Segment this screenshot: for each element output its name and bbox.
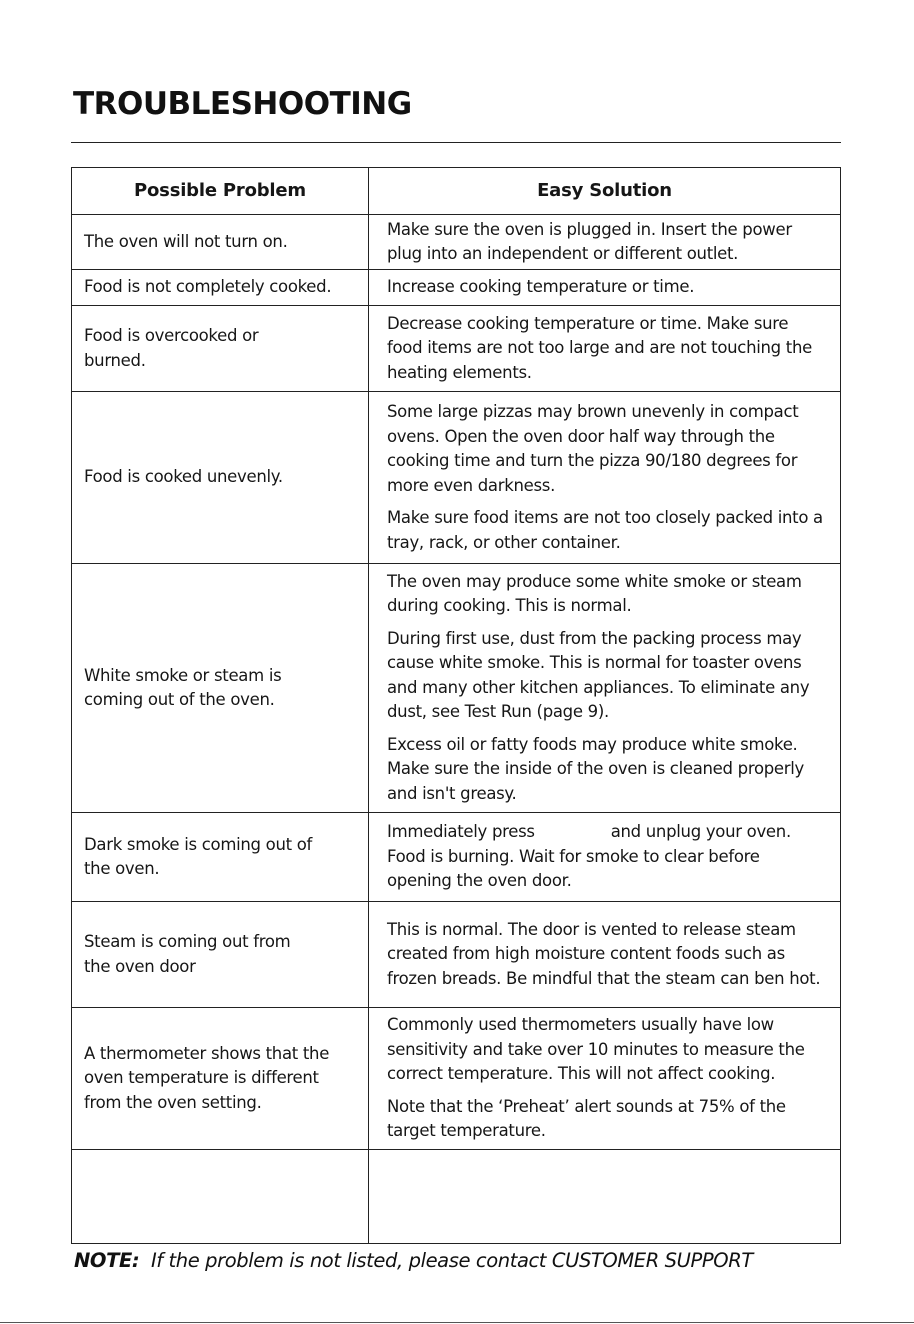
solution-text [387,820,828,894]
table-row [72,270,840,306]
title-divider [71,142,841,143]
header-easy-solution: Easy Solution [537,179,672,201]
solution-text: During first use, dust from the packing process may cause white smoke. This is normal for toaster ovens and many other kitchen appliances. To eliminate any dust, see Test Run (page 9). [387,628,810,722]
problem-cell: Food is cooked unevenly. [72,392,369,563]
table-header-row [72,168,840,215]
table-row [72,564,840,813]
header-possible-problem: Possible Problem [72,168,369,214]
solution-cell [369,813,840,901]
problem-cell: Food is not completely cooked. [72,270,369,305]
troubleshooting-table [71,167,841,1244]
solution-cell [369,902,840,1007]
solution-text-after-button: and unplug your oven. Food is burning. Wait for smoke to clear before opening the oven door. [387,822,791,891]
solution-cell [369,270,840,305]
solution-text: Commonly used thermometers usually have low sensitivity and take over 10 minutes to measure the correct temperature. This will not affect cooking. [387,1015,805,1084]
solution-text: Note that the ‘Preheat’ alert sounds at 75% of the target temperature. [387,1096,786,1141]
empty-table-row [72,1150,840,1243]
solution-text: This is normal. The door is vented to release steam created from high moisture content foods such as frozen breads. Be mindful that the steam can ben hot. [387,919,821,988]
solution-text: Excess oil or fatty foods may produce white smoke. Make sure the inside of the oven is cleaned properly and isn't greasy. [387,734,805,803]
table-row [72,215,840,270]
problem-cell: Food is overcooked or burned. [72,306,369,391]
solution-cell [369,1008,840,1149]
solution-text: Make sure the oven is plugged in. Insert the power plug into an independent or different outlet. [387,219,792,263]
solution-text: Make sure food items are not too closely packed into a tray, rack, or other container. [387,508,823,552]
solution-text: Some large pizzas may brown unevenly in compact ovens. Open the oven door half way through the cooking time and turn the pizza 90/180 degrees for more even darkness. [387,402,799,495]
table-row [72,1008,840,1150]
problem-cell: White smoke or steam is coming out of the oven. [72,564,369,812]
solution-cell [369,564,840,812]
page-title: TROUBLESHOOTING [73,86,412,122]
problem-cell: Dark smoke is coming out of the oven. [72,813,369,901]
solution-text: The oven may produce some white smoke or steam during cooking. This is normal. [387,571,802,616]
problem-cell: A thermometer shows that the oven temperature is different from the oven setting. [72,1008,369,1149]
solution-cell [369,392,840,563]
solution-text: Decrease cooking temperature or time. Make sure food items are not too large and are not touching the heating elements. [387,313,812,382]
empty-problem-cell [72,1150,369,1243]
support-note [74,1249,753,1272]
solution-cell [369,306,840,391]
solution-text: Increase cooking temperature or time. [387,277,695,297]
note-label: NOTE: [74,1249,140,1272]
table-row [72,902,840,1008]
note-text: If the problem is not listed, please contact CUSTOMER SUPPORT [150,1249,753,1272]
table-row [72,306,840,392]
page-bottom-rule [0,1322,914,1323]
table-row [72,392,840,564]
problem-cell: The oven will not turn on. [72,215,369,269]
empty-solution-cell [369,1150,840,1243]
solution-cell [369,215,840,269]
table-row [72,813,840,902]
problem-cell: Steam is coming out from the oven door [72,902,369,1007]
solution-text-before-button: Immediately press [387,822,535,842]
